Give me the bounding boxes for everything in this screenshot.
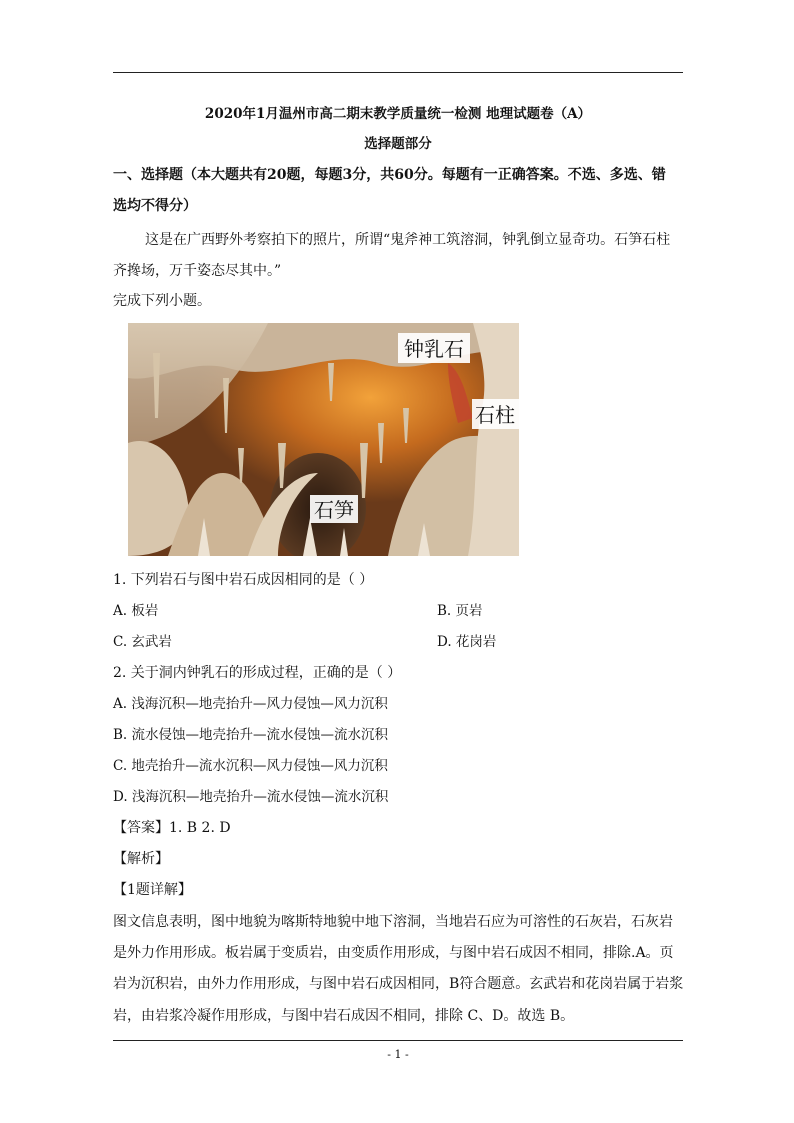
question-2-option-b: B. 流水侵蚀—地壳抬升—流水侵蚀—流水沉积 <box>113 727 389 743</box>
task-instruction: 完成下列小题。 <box>113 293 211 309</box>
question-1-detail-heading: 【1题详解】 <box>113 882 192 898</box>
question-1-option-b: B. 页岩 <box>437 603 483 619</box>
section-heading-line1: 一、选择题（本大题共有20题，每题3分，共60分。每题有一正确答案。不选、多选、错 <box>113 167 666 183</box>
section-heading-line2: 选均不得分） <box>113 198 197 214</box>
explanation-line: 岩为沉积岩，由外力作用形成，与图中岩石成因相同，B符合题意。玄武岩和花岗岩属于岩浆 <box>113 976 684 992</box>
explanation-line: 岩，由岩浆冷凝作用形成，与图中岩石成因不相同，排除 C、D。故选 B。 <box>113 1008 575 1024</box>
question-2-option-d: D. 浅海沉积—地壳抬升—流水侵蚀—流水沉积 <box>113 789 389 805</box>
question-1-option-d: D. 花岗岩 <box>437 634 497 650</box>
label-stalagmite: 石笋 <box>314 498 354 522</box>
question-2-option-c: C. 地壳抬升—流水沉积—风力侵蚀—风力沉积 <box>113 758 388 774</box>
explanation-line: 是外力作用形成。板岩属于变质岩，由变质作用形成，与图中岩石成因不相同，排除.A。页 <box>113 945 674 961</box>
page-number: - 1 - <box>387 1048 409 1061</box>
header-rule <box>113 72 683 73</box>
exam-title: 2020年1月温州市高二期末教学质量统一检测 地理试题卷（A） <box>204 106 592 122</box>
explanation-line: 图文信息表明，图中地貌为喀斯特地貌中地下溶洞，当地岩石应为可溶性的石灰岩，石灰岩 <box>113 914 673 930</box>
intro-paragraph-line1: 这是在广西野外考察拍下的照片，所谓“鬼斧神工筑溶洞，钟乳倒立显奇功。石笋石柱 <box>145 232 671 248</box>
intro-paragraph-line2: 齐搀场，万千姿态尽其中。” <box>113 263 282 279</box>
section-subtitle: 选择题部分 <box>364 136 432 152</box>
question-2-option-a: A. 浅海沉积—地壳抬升—风力侵蚀—风力沉积 <box>113 696 388 712</box>
question-1-option-c: C. 玄武岩 <box>113 634 172 650</box>
label-stalactite: 钟乳石 <box>404 337 464 361</box>
question-2-stem: 2. 关于洞内钟乳石的形成过程，正确的是（ ） <box>113 665 402 681</box>
question-1-option-a: A. 板岩 <box>113 603 159 619</box>
question-1-stem: 1. 下列岩石与图中岩石成因相同的是（ ） <box>113 572 374 588</box>
label-pillar: 石柱 <box>475 403 515 427</box>
answer-key: 【答案】1. B 2. D <box>113 820 231 836</box>
footer-rule <box>113 1040 683 1041</box>
karst-cave-photo <box>128 323 519 556</box>
analysis-heading: 【解析】 <box>113 851 169 867</box>
